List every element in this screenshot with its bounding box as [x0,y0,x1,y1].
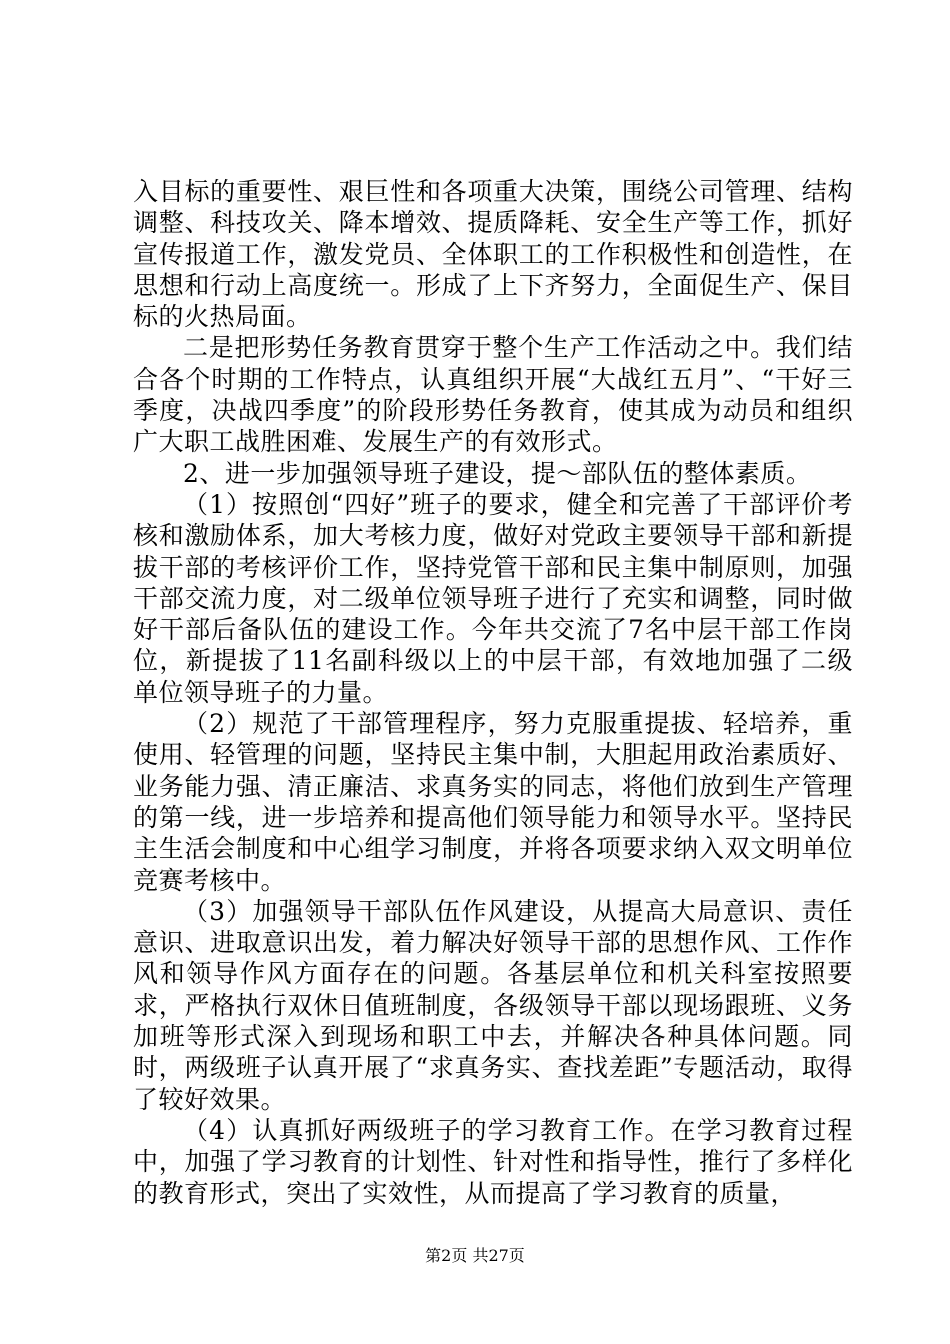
paragraph-2: 二是把形势任务教育贯穿于整个生产工作活动之中。我们结合各个时期的工作特点，认真组织开展“大战红五月”、“干好三季度，决战四季度”的阶段形势任务教育，使其成为动员和组织广大职工战胜困难、发展生产的有效形式。 [133,333,853,457]
page-footer: 第2页 共27页 [425,1246,525,1265]
paragraph-6: （3）加强领导干部队伍作风建设，从提高大局意识、责任意识、进取意识出发，着力解决好领导干部的思想作风、工作作风和领导作风方面存在的问题。各基层单位和机关科室按照要求，严格执行双休日值班制度，各级领导干部以现场跟班、义务加班等形式深入到现场和职工中去，并解决各种具体问题。同时，两级班子认真开展了“求真务实、查找差距”专题活动，取得了较好效果。 [133,896,853,1114]
paragraph-4: （1）按照创“四好”班子的要求，健全和完善了干部评价考核和激励体系，加大考核力度，做好对党政主要领导干部和新提拔干部的考核评价工作，坚持党管干部和民主集中制原则，加强干部交流力度，对二级单位领导班子进行了充实和调整，同时做好干部后备队伍的建设工作。今年共交流了7名中层干部工作岗位，新提拔了11名副科级以上的中层干部，有效地加强了二级单位领导班子的力量。 [133,489,853,707]
paragraph-3: 2、进一步加强领导班子建设，提～部队伍的整体素质。 [183,458,812,488]
paragraph-1: 入目标的重要性、艰巨性和各项重大决策，围绕公司管理、结构调整、科技攻关、降本增效、提质降耗、安全生产等工作，抓好宣传报道工作，激发党员、全体职工的工作积极性和创造性，在思想和行动上高度统一。形成了上下齐努力，全面促生产、保目标的火热局面。 [133,177,853,332]
document-body [133,176,853,1209]
paragraph-7: （4）认真抓好两级班子的学习教育工作。在学习教育过程中，加强了学习教育的计划性、针对性和指导性，推行了多样化的教育形式，突出了实效性，从而提高了学习教育的质量， [133,1115,853,1208]
paragraph-5: （2）规范了干部管理程序，努力克服重提拔、轻培养，重使用、轻管理的问题，坚持民主集中制，大胆起用政治素质好、业务能力强、清正廉洁、求真务实的同志，将他们放到生产管理的第一线，进一步培养和提高他们领导能力和领导水平。坚持民主生活会制度和中心组学习制度，并将各项要求纳入双文明单位竞赛考核中。 [133,709,853,895]
